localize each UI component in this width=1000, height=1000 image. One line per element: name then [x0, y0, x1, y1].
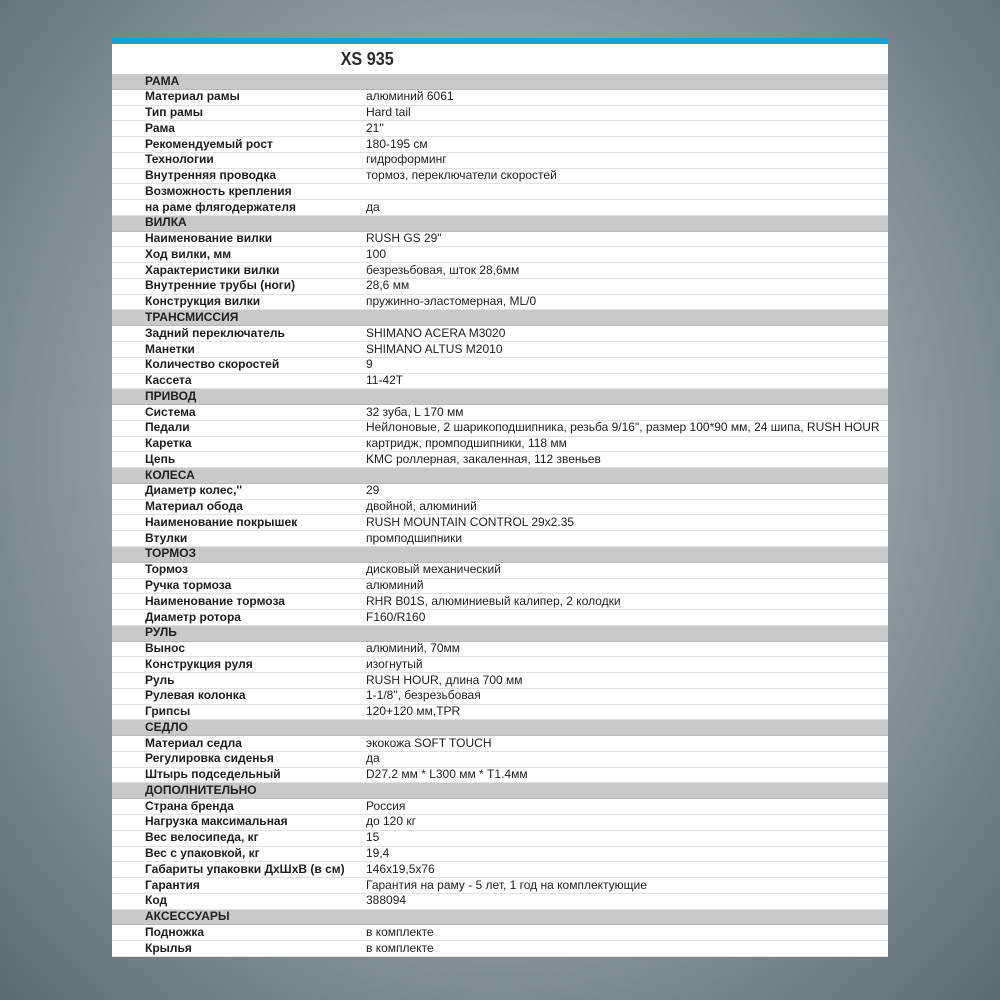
section-title: ТРАНСМИССИЯ [145, 309, 239, 324]
spec-value: 9 [366, 357, 373, 372]
spec-value: RUSH HOUR, длина 700 мм [366, 672, 523, 687]
spec-value: Гарантия на раму - 5 лет, 1 год на комплектующие [366, 877, 647, 892]
spec-value: изогнутый [366, 656, 423, 671]
spec-row [112, 736, 888, 752]
spec-label: Конструкция руля [145, 656, 253, 671]
section-header [112, 783, 888, 799]
section-title: РУЛЬ [145, 625, 177, 640]
spec-value: KMC роллерная, закаленная, 112 звеньев [366, 451, 601, 466]
spec-label: Диаметр ротора [145, 609, 241, 624]
section-title: ВИЛКА [145, 215, 187, 230]
spec-label: Количество скоростей [145, 357, 280, 372]
spec-row [112, 184, 888, 200]
spec-label: Кассета [145, 373, 192, 388]
spec-value: Нейлоновые, 2 шарикоподшипника, резьба 9/16", размер 100*90 мм, 24 шипа, RUSH HOUR [366, 420, 880, 435]
spec-label: Внутренние трубы (ноги) [145, 278, 296, 293]
spec-row [112, 90, 888, 106]
spec-value: алюминий 6061 [366, 89, 454, 104]
spec-row [112, 247, 888, 263]
section-title: ПРИВОД [145, 388, 197, 403]
spec-label: Крылья [145, 940, 192, 955]
spec-value: RUSH GS 29" [366, 231, 442, 246]
spec-label: Наименование тормоза [145, 593, 285, 608]
spec-row [112, 768, 888, 784]
section-header [112, 626, 888, 642]
spec-value: F160/R160 [366, 609, 426, 624]
spec-value: безрезьбовая, шток 28,6мм [366, 262, 520, 277]
spec-label: Страна бренда [145, 798, 234, 813]
spec-label: Рулевая колонка [145, 688, 246, 703]
spec-row [112, 326, 888, 342]
section-title: ТОРМОЗ [145, 546, 197, 561]
spec-row [112, 263, 888, 279]
spec-value: D27.2 мм * L300 мм * T1.4мм [366, 767, 528, 782]
spec-row [112, 515, 888, 531]
spec-row [112, 137, 888, 153]
spec-value: 32 зуба, L 170 мм [366, 404, 464, 419]
spec-label: Манетки [145, 341, 195, 356]
section-header [112, 74, 888, 90]
spec-value: 388094 [366, 893, 407, 908]
spec-value: 120+120 мм,TPR [366, 704, 461, 719]
spec-row [112, 200, 888, 216]
spec-value: промподшипники [366, 530, 463, 545]
spec-label: Возможность крепления [145, 183, 292, 198]
spec-row [112, 925, 888, 941]
spec-value: картридж, промподшипники, 118 мм [366, 436, 567, 451]
spec-label: на раме флягодержателя [145, 199, 296, 214]
spec-row [112, 831, 888, 847]
spec-row [112, 815, 888, 831]
spec-value: до 120 кг [366, 814, 416, 829]
spec-label: Штырь подседельный [145, 767, 281, 782]
spec-label: Материал седла [145, 735, 242, 750]
spec-value: пружинно-эластомерная, ML/0 [366, 294, 537, 309]
spec-label: Грипсы [145, 704, 191, 719]
spec-row [112, 563, 888, 579]
spec-row [112, 405, 888, 421]
spec-value: SHIMANO ACERA M3020 [366, 325, 506, 340]
section-title: РАМА [145, 73, 180, 88]
section-header [112, 216, 888, 232]
spec-row [112, 106, 888, 122]
spec-row [112, 799, 888, 815]
spec-label: Внутренняя проводка [145, 168, 277, 183]
spec-table [112, 74, 888, 957]
section-header [112, 389, 888, 405]
spec-row [112, 121, 888, 137]
spec-value: 180-195 см [366, 136, 428, 151]
spec-label: Наименование вилки [145, 231, 273, 246]
spec-label: Рекомендуемый рост [145, 136, 273, 151]
model-title: XS 935 [340, 49, 394, 69]
spec-label: Тормоз [145, 562, 188, 577]
spec-label: Руль [145, 672, 175, 687]
spec-label: Вес велосипеда, кг [145, 830, 259, 845]
spec-row [112, 689, 888, 705]
spec-label: Каретка [145, 436, 192, 451]
section-header [112, 468, 888, 484]
spec-row [112, 579, 888, 595]
spec-row [112, 342, 888, 358]
spec-value: да [366, 199, 380, 214]
spec-value: в комплекте [366, 924, 434, 939]
spec-row [112, 153, 888, 169]
spec-label: Габариты упаковки ДхШхВ (в см) [145, 861, 345, 876]
spec-value: 28,6 мм [366, 278, 410, 293]
spec-value: экокожа SOFT TOUCH [366, 735, 492, 750]
spec-row [112, 452, 888, 468]
spec-value: гидроформинг [366, 152, 447, 167]
spec-value: алюминий [366, 578, 424, 592]
spec-label: Система [145, 404, 196, 419]
section-title: КОЛЕСА [145, 467, 195, 482]
section-header [112, 310, 888, 326]
spec-row [112, 610, 888, 626]
spec-label: Тип рамы [145, 105, 203, 120]
spec-label: Цепь [145, 451, 176, 466]
section-title: ДОПОЛНИТЕЛЬНО [145, 782, 257, 797]
spec-row [112, 358, 888, 374]
spec-row [112, 878, 888, 894]
spec-sheet [112, 38, 888, 956]
spec-label: Вес с упаковкой, кг [145, 846, 260, 861]
spec-label: Подножка [145, 924, 205, 939]
spec-row [112, 374, 888, 390]
spec-value: RHR B01S, алюминиевый калипер, 2 колодки [366, 593, 621, 608]
spec-value: SHIMANO ALTUS M2010 [366, 341, 503, 356]
spec-label: Педали [145, 420, 190, 435]
spec-row [112, 295, 888, 311]
spec-value: 1-1/8", безрезьбовая [366, 688, 481, 703]
spec-label: Регулировка сиденья [145, 751, 274, 766]
spec-label: Наименование покрышек [145, 514, 298, 529]
spec-row [112, 279, 888, 295]
spec-value: в комплекте [366, 940, 434, 955]
spec-label: Конструкция вилки [145, 294, 261, 309]
spec-label: Диаметр колес,'' [145, 483, 243, 498]
spec-row [112, 894, 888, 910]
spec-value: алюминий, 70мм [366, 641, 461, 656]
spec-row [112, 752, 888, 768]
section-title: АКСЕССУАРЫ [145, 909, 230, 924]
spec-label: Технологии [145, 152, 214, 167]
spec-value: 100 [366, 246, 387, 261]
spec-value: Hard tail [366, 105, 411, 120]
spec-value: Россия [366, 798, 406, 813]
spec-label: Код [145, 893, 168, 908]
spec-value: 15 [366, 830, 380, 845]
spec-value: 11-42T [366, 373, 404, 388]
spec-row [112, 673, 888, 689]
section-title: СЕДЛО [145, 719, 188, 734]
spec-label: Материал рамы [145, 89, 240, 104]
spec-value: тормоз, переключатели скоростей [366, 168, 557, 183]
spec-value: RUSH MOUNTAIN CONTROL 29x2.35 [366, 514, 575, 529]
section-header [112, 910, 888, 926]
spec-row [112, 594, 888, 610]
spec-label: Задний переключатель [145, 325, 285, 340]
spec-label: Материал обода [145, 499, 243, 514]
spec-row [112, 500, 888, 516]
spec-value: двойной, алюминий [366, 499, 477, 514]
spec-row [112, 484, 888, 500]
spec-row [112, 941, 888, 957]
spec-label: Вынос [145, 641, 186, 656]
spec-label: Ручка тормоза [145, 578, 232, 592]
spec-value: 146х19,5х76 [366, 861, 435, 876]
spec-row [112, 232, 888, 248]
spec-row [112, 705, 888, 721]
spec-value: 29 [366, 483, 380, 498]
spec-row [112, 531, 888, 547]
spec-label: Гарантия [145, 877, 200, 892]
spec-label: Нагрузка максимальная [145, 814, 288, 829]
spec-value: дисковый механический [366, 562, 501, 577]
spec-label: Характеристики вилки [145, 262, 280, 277]
spec-row [112, 421, 888, 437]
section-header [112, 547, 888, 563]
spec-label: Рама [145, 120, 175, 135]
section-header [112, 720, 888, 736]
spec-value: 21'' [366, 120, 384, 135]
spec-row [112, 169, 888, 185]
spec-row [112, 437, 888, 453]
spec-row [112, 847, 888, 863]
spec-label: Втулки [145, 530, 188, 545]
spec-label: Ход вилки, мм [145, 246, 232, 261]
spec-row [112, 862, 888, 878]
spec-row [112, 657, 888, 673]
spec-value: 19,4 [366, 846, 390, 861]
spec-row [112, 642, 888, 658]
spec-value: да [366, 751, 380, 766]
